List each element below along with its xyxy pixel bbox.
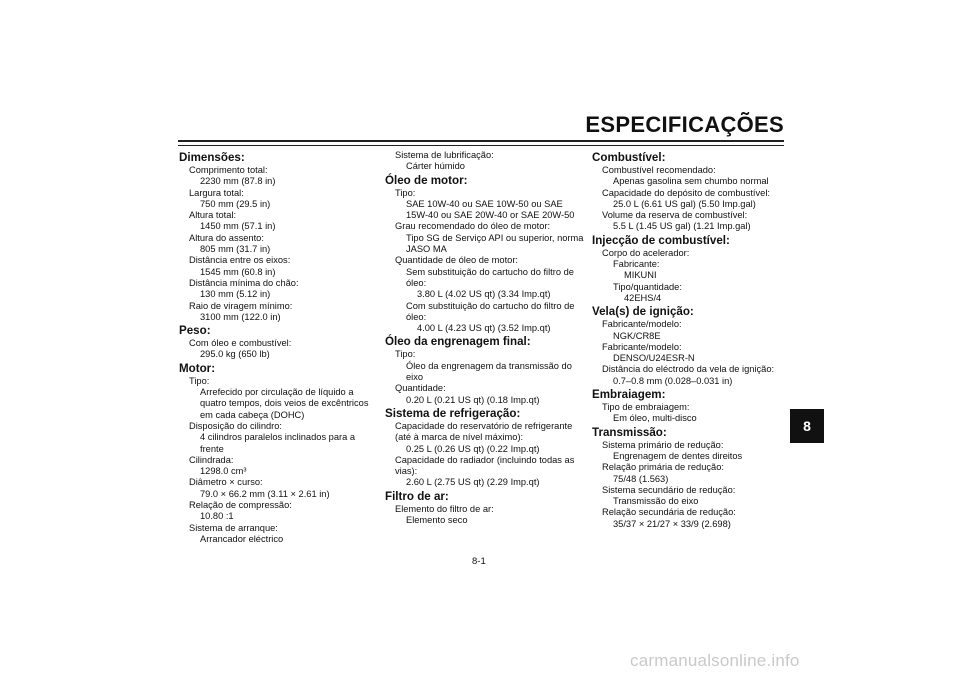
spec-line: Grau recomendado do óleo de motor:: [395, 221, 551, 232]
section-heading: Óleo de motor:: [385, 173, 468, 187]
section-heading: Peso:: [179, 324, 211, 338]
spec-line: 130 mm (5.12 in): [200, 289, 271, 300]
spec-line: Corpo do acelerador:: [602, 247, 690, 258]
spec-line: 0.20 L (0.21 US qt) (0.18 Imp.qt): [406, 394, 540, 405]
spec-line: 75/48 (1.563): [613, 473, 669, 484]
spec-line: Sistema de lubrificação:: [395, 150, 494, 160]
spec-line: Distância do eléctrodo da vela de ignição:: [602, 364, 775, 375]
spec-line: Tipo/quantidade:: [613, 281, 682, 292]
spec-line: Tipo SG de Serviço API ou superior, norma: [406, 232, 584, 243]
spec-line: Combustível recomendado:: [602, 165, 716, 175]
spec-line: em cada cabeça (DOHC): [200, 409, 305, 420]
header-rule-thick: [178, 140, 784, 142]
spec-line: 805 mm (31.7 in): [200, 244, 271, 255]
spec-column-2: [385, 150, 584, 526]
spec-line: 4.00 L (4.23 US qt) (3.52 Imp.qt): [417, 323, 551, 334]
page-title: ESPECIFICAÇÕES: [585, 112, 784, 137]
spec-line: Engrenagem de dentes direitos: [613, 450, 743, 461]
spec-line: Sistema secundário de redução:: [602, 484, 736, 495]
spec-line: 1298.0 cm³: [200, 466, 247, 477]
spec-line: 2.60 L (2.75 US qt) (2.29 Imp.qt): [406, 477, 540, 488]
section-heading: Filtro de ar:: [385, 489, 449, 503]
spec-line: Tipo:: [189, 375, 210, 386]
spec-line: JASO MA: [406, 244, 447, 255]
spec-line: Relação primária de redução:: [602, 462, 724, 473]
spec-line: Distância entre os eixos:: [189, 255, 291, 266]
header-rule-thin: [178, 145, 784, 146]
spec-line: 3.80 L (4.02 US qt) (3.34 Imp.qt): [417, 289, 551, 300]
spec-line: 1545 mm (60.8 in): [200, 266, 276, 277]
spec-line: 0.7–0.8 mm (0.028–0.031 in): [613, 375, 733, 386]
spec-line: Com óleo e combustível:: [189, 338, 292, 349]
spec-line: 4 cilindros paralelos inclinados para a: [200, 432, 356, 443]
spec-line: MIKUNI: [624, 270, 657, 281]
spec-line: Capacidade do depósito de combustível:: [602, 187, 770, 198]
spec-line: Largura total:: [189, 187, 244, 198]
spec-line: Tipo:: [395, 187, 416, 198]
spec-line: Apenas gasolina sem chumbo normal: [613, 176, 769, 187]
spec-line: 5.5 L (1.45 US gal) (1.21 Imp.gal): [613, 221, 751, 232]
spec-line: Altura do assento:: [189, 232, 264, 243]
spec-line: Disposição do cilindro:: [189, 420, 283, 431]
spec-line: frente: [200, 443, 224, 454]
spec-line: Tipo de embraiagem:: [602, 402, 690, 413]
spec-line: Em óleo, multi-disco: [613, 413, 697, 424]
spec-line: DENSO/U24ESR-N: [613, 353, 695, 364]
spec-line: Sem substituição do cartucho do filtro de: [406, 266, 574, 277]
spec-line: 42EHS/4: [624, 292, 662, 303]
section-heading: Sistema de refrigeração:: [385, 406, 521, 420]
spec-line: óleo:: [406, 311, 427, 322]
spec-line: Cilindrada:: [189, 454, 234, 465]
page-number: 8-1: [472, 556, 486, 567]
spec-line: 0.25 L (0.26 US qt) (0.22 Imp.qt): [406, 443, 540, 454]
spec-line: quatro tempos, dois veios de excêntricos: [200, 398, 369, 409]
spec-line: eixo: [406, 372, 424, 383]
spec-line: Com substituição do cartucho do filtro de: [406, 300, 575, 311]
spec-line: Tipo:: [395, 349, 416, 360]
spec-line: 25.0 L (6.61 US gal) (5.50 Imp.gal): [613, 198, 756, 209]
chapter-tab[interactable]: 8: [790, 409, 824, 443]
spec-line: 295.0 kg (650 lb): [200, 349, 270, 360]
spec-line: 10.80 :1: [200, 511, 234, 522]
spec-line: Raio de viragem mínimo:: [189, 300, 293, 311]
section-heading: Dimensões:: [179, 151, 245, 164]
spec-line: Relação secundária de redução:: [602, 507, 736, 518]
spec-line: (até à marca de nível máximo):: [395, 432, 524, 443]
spec-line: NGK/CR8E: [613, 330, 661, 341]
spec-line: óleo:: [406, 277, 427, 288]
spec-line: Cárter húmido: [406, 161, 465, 172]
spec-line: Sistema de arranque:: [189, 522, 278, 533]
spec-line: vias):: [395, 466, 418, 477]
spec-line: 1450 mm (57.1 in): [200, 221, 276, 232]
spec-line: SAE 10W-40 ou SAE 10W-50 ou SAE: [406, 198, 563, 209]
section-heading: Vela(s) de ignição:: [592, 305, 694, 319]
spec-line: Transmissão do eixo: [613, 496, 699, 507]
spec-line: Sistema primário de redução:: [602, 439, 724, 450]
section-heading: Transmissão:: [592, 425, 667, 439]
spec-line: 35/37 × 21/27 × 33/9 (2.698): [613, 518, 731, 529]
section-heading: Combustível:: [592, 151, 666, 164]
spec-line: Elemento do filtro de ar:: [395, 503, 494, 514]
spec-line: 15W-40 ou SAE 20W-40 or SAE 20W-50: [406, 210, 575, 221]
spec-line: Fabricante:: [613, 259, 660, 270]
spec-line: 79.0 × 66.2 mm (3.11 × 2.61 in): [200, 488, 330, 499]
spec-line: Fabricante/modelo:: [602, 319, 682, 330]
spec-line: Fabricante/modelo:: [602, 341, 682, 352]
spec-line: Diâmetro × curso:: [189, 477, 263, 488]
spec-line: 3100 mm (122.0 in): [200, 311, 281, 322]
section-heading: Motor:: [179, 361, 216, 375]
spec-column-3: [592, 150, 782, 530]
spec-line: Elemento seco: [406, 515, 468, 526]
spec-line: Capacidade do reservatório de refrigerante: [395, 420, 573, 431]
watermark: carmanualsonline.info: [630, 651, 800, 670]
spec-line: Volume da reserva de combustível:: [602, 210, 748, 221]
spec-line: Quantidade:: [395, 383, 446, 394]
spec-line: Arrancador eléctrico: [200, 533, 284, 544]
spec-line: Altura total:: [189, 210, 237, 221]
spec-line: 750 mm (29.5 in): [200, 198, 271, 209]
spec-line: Relação de compressão:: [189, 500, 292, 511]
spec-line: Distância mínima do chão:: [189, 277, 299, 288]
spec-line: Quantidade de óleo de motor:: [395, 255, 519, 266]
spec-line: 2230 mm (87.8 in): [200, 176, 276, 187]
spec-line: Capacidade do radiador (incluindo todas as: [395, 454, 575, 465]
spec-column-1: [179, 150, 374, 545]
section-heading: Embraiagem:: [592, 388, 666, 402]
section-heading: Injecção de combustível:: [592, 233, 730, 247]
spec-line: Comprimento total:: [189, 165, 268, 175]
spec-line: Óleo da engrenagem da transmissão do: [406, 360, 572, 371]
section-heading: Óleo da engrenagem final:: [385, 335, 531, 349]
spec-line: Arrefecido por circulação de líquido a: [200, 387, 354, 398]
